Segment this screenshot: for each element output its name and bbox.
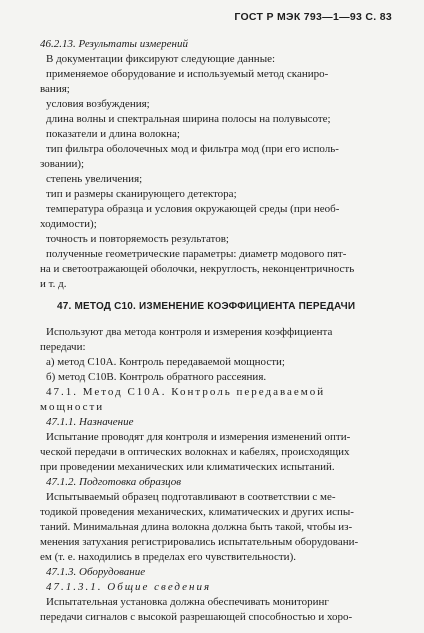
list-item: б) метод С10В. Контроль обратного рассеяния. — [46, 371, 267, 383]
text-line: и т. д. — [40, 278, 67, 290]
text-line: Используют два метода контроля и измерения коэффициента — [46, 326, 333, 338]
text-line: В документации фиксируют следующие данные: — [46, 53, 276, 65]
text-line: ходимости); — [40, 218, 97, 230]
section-title: 47. МЕТОД С10. ИЗМЕНЕНИЕ КОЭФФИЦИЕНТА ПЕРЕДАЧИ — [57, 301, 356, 312]
text-line: тип и размеры сканирующего детектора; — [46, 188, 237, 200]
text-line: ем (т. е. находились в пределах его чувствительности). — [40, 551, 296, 563]
subsection-heading: 47.1.3.1. Общие сведения — [46, 581, 212, 593]
text-line: тип фильтра оболочечных мод и фильтра мод (при его исполь- — [46, 143, 339, 155]
text-line: передачи: — [40, 341, 86, 353]
text-line: на и светоотражающей оболочки, некруглость, неконцентричность — [40, 263, 355, 275]
subsection-heading: мощности — [40, 401, 105, 413]
text-line: длина волны и спектральная ширина полосы на полувысоте; — [46, 113, 331, 125]
text-line: Испытываемый образец подготавливают в соответствии с ме- — [46, 491, 336, 503]
text-line: Испытание проводят для контроля и измерения изменений опти- — [46, 431, 351, 443]
text-line: зовании); — [40, 158, 85, 170]
subsection-heading: 47.1.3. Оборудование — [46, 566, 146, 578]
text-line: тодикой проведения механических, климатических и других испы- — [40, 506, 354, 518]
subsection-heading: 47.1.1. Назначение — [46, 416, 134, 428]
subsection-heading: 47.1. Метод С10А. Контроль передаваемой — [46, 386, 326, 398]
text-line: вания; — [40, 83, 70, 95]
text-line: передачи сигналов с высокой разрешающей способностью и хоро- — [40, 611, 353, 623]
text-line: температура образца и условия окружающей среды (при необ- — [46, 203, 340, 215]
subsection-heading: 47.1.2. Подготовка образцов — [46, 476, 182, 488]
list-item: а) метод С10А. Контроль передаваемой мощности; — [46, 356, 285, 368]
text-line: полученные геометрические параметры: диаметр модового пят- — [46, 248, 347, 260]
text-line: Испытательная установка должна обеспечивать мониторинг — [46, 596, 329, 608]
text-line: ческой передачи в оптических волокнах и кабелях, происходящих — [40, 446, 350, 458]
text-line: таний. Минимальная длина волокна должна быть такой, чтобы из- — [40, 521, 353, 533]
text-line: показатели и длина волокна; — [46, 128, 180, 140]
text-line: при проведении механических или климатических испытаний. — [40, 461, 335, 473]
page-header: ГОСТ Р МЭК 793—1—93 С. 83 — [234, 11, 392, 23]
text-line: менения затухания регистрировались испытательным оборудовани- — [40, 536, 359, 548]
text-line: точность и повторяемость результатов; — [46, 233, 229, 245]
text-line: применяемое оборудование и используемый метод сканиро- — [46, 68, 329, 80]
text-line: условия возбуждения; — [46, 98, 150, 110]
subsection-heading: 46.2.13. Результаты измерений — [40, 38, 189, 50]
text-line: степень увеличения; — [46, 173, 143, 185]
